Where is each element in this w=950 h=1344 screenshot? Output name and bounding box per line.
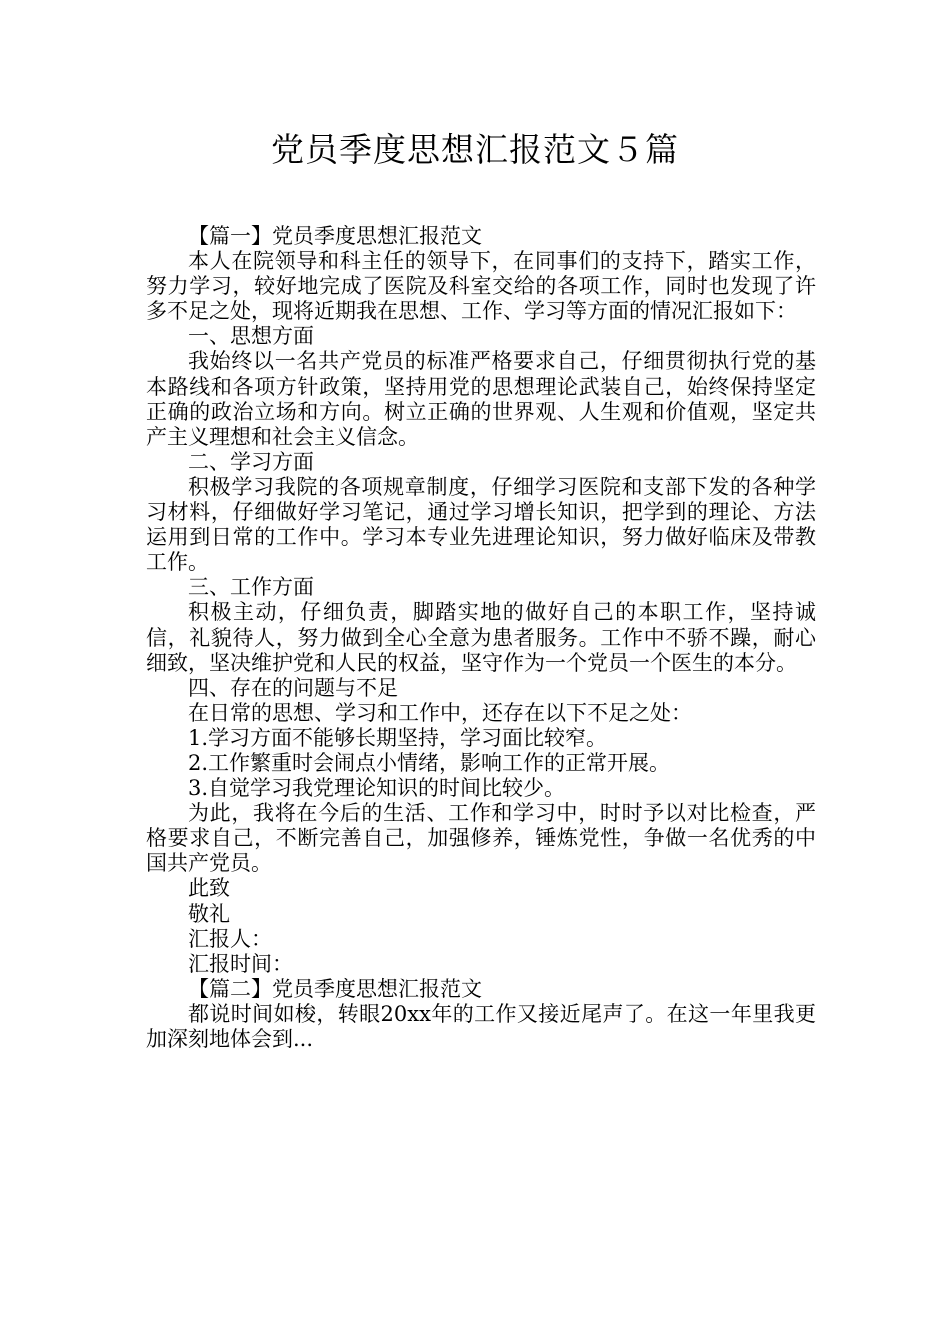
- closing-regards: 敬礼: [188, 901, 230, 926]
- intro-paragraph: 本人在院领导和科主任的领导下，在同事们的支持下，踏实工作，努力学习，较好地完成了医院及科室交给的各项工作，同时也发现了许多不足之处，现将近期我在思想、工作、学习等方面的情况汇报如下：: [146, 249, 816, 324]
- thought-paragraph: 我始终以一名共产党员的标准严格要求自己，仔细贯彻执行党的基本路线和各项方针政策，坚持用党的思想理论武装自己，始终保持坚定正确的政治立场和方向。树立正确的世界观、人生观和价值观，坚定共产主义理想和社会主义信念。: [146, 349, 816, 449]
- subheading-study: 二、学习方面: [188, 449, 314, 474]
- subheading-work: 三、工作方面: [188, 575, 314, 600]
- section-heading-2: 【篇二】党员季度思想汇报范文: [188, 976, 482, 1001]
- problems-intro: 在日常的思想、学习和工作中，还存在以下不足之处：: [188, 700, 692, 725]
- section-heading: 【篇一】党员季度思想汇报范文: [188, 224, 482, 248]
- section2-excerpt: 都说时间如梭，转眼20xx年的工作又接近尾声了。在这一年里我更加深刻地体会到...: [146, 1001, 816, 1051]
- report-time-label: 汇报时间：: [188, 951, 293, 976]
- problem-item-3: 3.自觉学习我党理论知识的时间比较少。: [188, 776, 566, 801]
- subheading-thought: 一、思想方面: [188, 324, 314, 349]
- problem-item-1: 1.学习方面不能够长期坚持，学习面比较窄。: [188, 725, 608, 750]
- document-body: [146, 224, 816, 1052]
- study-paragraph: 积极学习我院的各项规章制度，仔细学习医院和支部下发的各种学习材料，仔细做好学习笔记，通过学习增长知识，把学到的理论、方法运用到日常的工作中。学习本专业先进理论知识，努力做好临床及带教工作。: [146, 474, 816, 575]
- document-title: 党员季度思想汇报范文５篇: [271, 130, 679, 169]
- reporter-label: 汇报人：: [188, 926, 272, 951]
- work-paragraph: 积极主动，仔细负责，脚踏实地的做好自己的本职工作，坚持诚信，礼貌待人，努力做到全心全意为患者服务。工作中不骄不躁，耐心细致，坚决维护党和人民的权益，坚守作为一个党员一个医生的本分。: [146, 600, 816, 675]
- closing-salutation: 此致: [188, 876, 230, 901]
- resolve-paragraph: 为此，我将在今后的生活、工作和学习中，时时予以对比检查，严格要求自己，不断完善自己，加强修养，锤炼党性，争做一名优秀的中国共产党员。: [146, 801, 816, 876]
- subheading-problems: 四、存在的问题与不足: [188, 675, 398, 700]
- problem-item-2: 2.工作繁重时会闹点小情绪，影响工作的正常开展。: [188, 750, 671, 775]
